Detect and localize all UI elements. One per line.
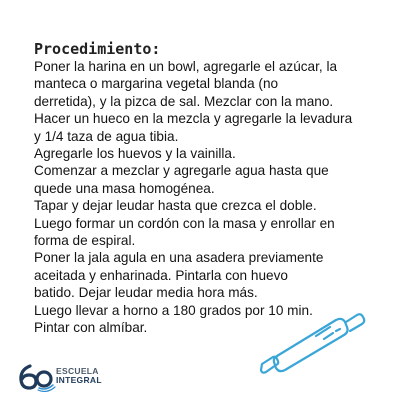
procedure-line: y 1/4 taza de agua tibia. xyxy=(34,128,179,144)
procedure-line: derretida), y la pizca de sal. Mezclar con la mano. xyxy=(34,93,334,109)
procedure-line: forma de espiral. xyxy=(34,233,136,249)
procedure-line: Pintar con almíbar. xyxy=(34,320,148,336)
procedure-line: batido. Dejar leudar media hora más. xyxy=(34,285,258,301)
logo-line-escuela: ESCUELA xyxy=(56,366,99,376)
procedure-line: Poner la harina en un bowl, agregarle el azúcar, la xyxy=(34,59,338,74)
procedure-line: quede una masa homogénea. xyxy=(34,180,215,196)
procedure-line: manteca o margarina vegetal blanda (no xyxy=(34,76,279,92)
procedure-line: Luego formar un cordón con la masa y enrollar en xyxy=(34,215,335,231)
procedure-line: aceitada y enharinada. Pintarla con huevo xyxy=(34,267,288,283)
procedure-line: Hacer un hueco en la mezcla y agregarle la levadura xyxy=(34,111,353,127)
procedure-text xyxy=(34,58,394,337)
sixty-logo-icon xyxy=(16,362,56,392)
procedure-line: Tapar y dejar leudar hasta que crezca el doble. xyxy=(34,198,317,214)
logo-line-integral: INTEGRAL xyxy=(56,375,102,385)
procedure-heading: Procedimiento: xyxy=(34,40,161,58)
procedure-line: Luego llevar a horno a 180 grados por 10 min. xyxy=(34,302,313,318)
procedure-line: Agregarle los huevos y la vainilla. xyxy=(34,146,236,162)
procedure-line: Comenzar a mezclar y agregarle agua hasta que xyxy=(34,163,329,179)
recipe-procedure xyxy=(34,40,394,337)
rolling-pin-icon xyxy=(258,298,368,383)
procedure-line: Poner la jala agula en una asadera previamente xyxy=(34,250,324,266)
